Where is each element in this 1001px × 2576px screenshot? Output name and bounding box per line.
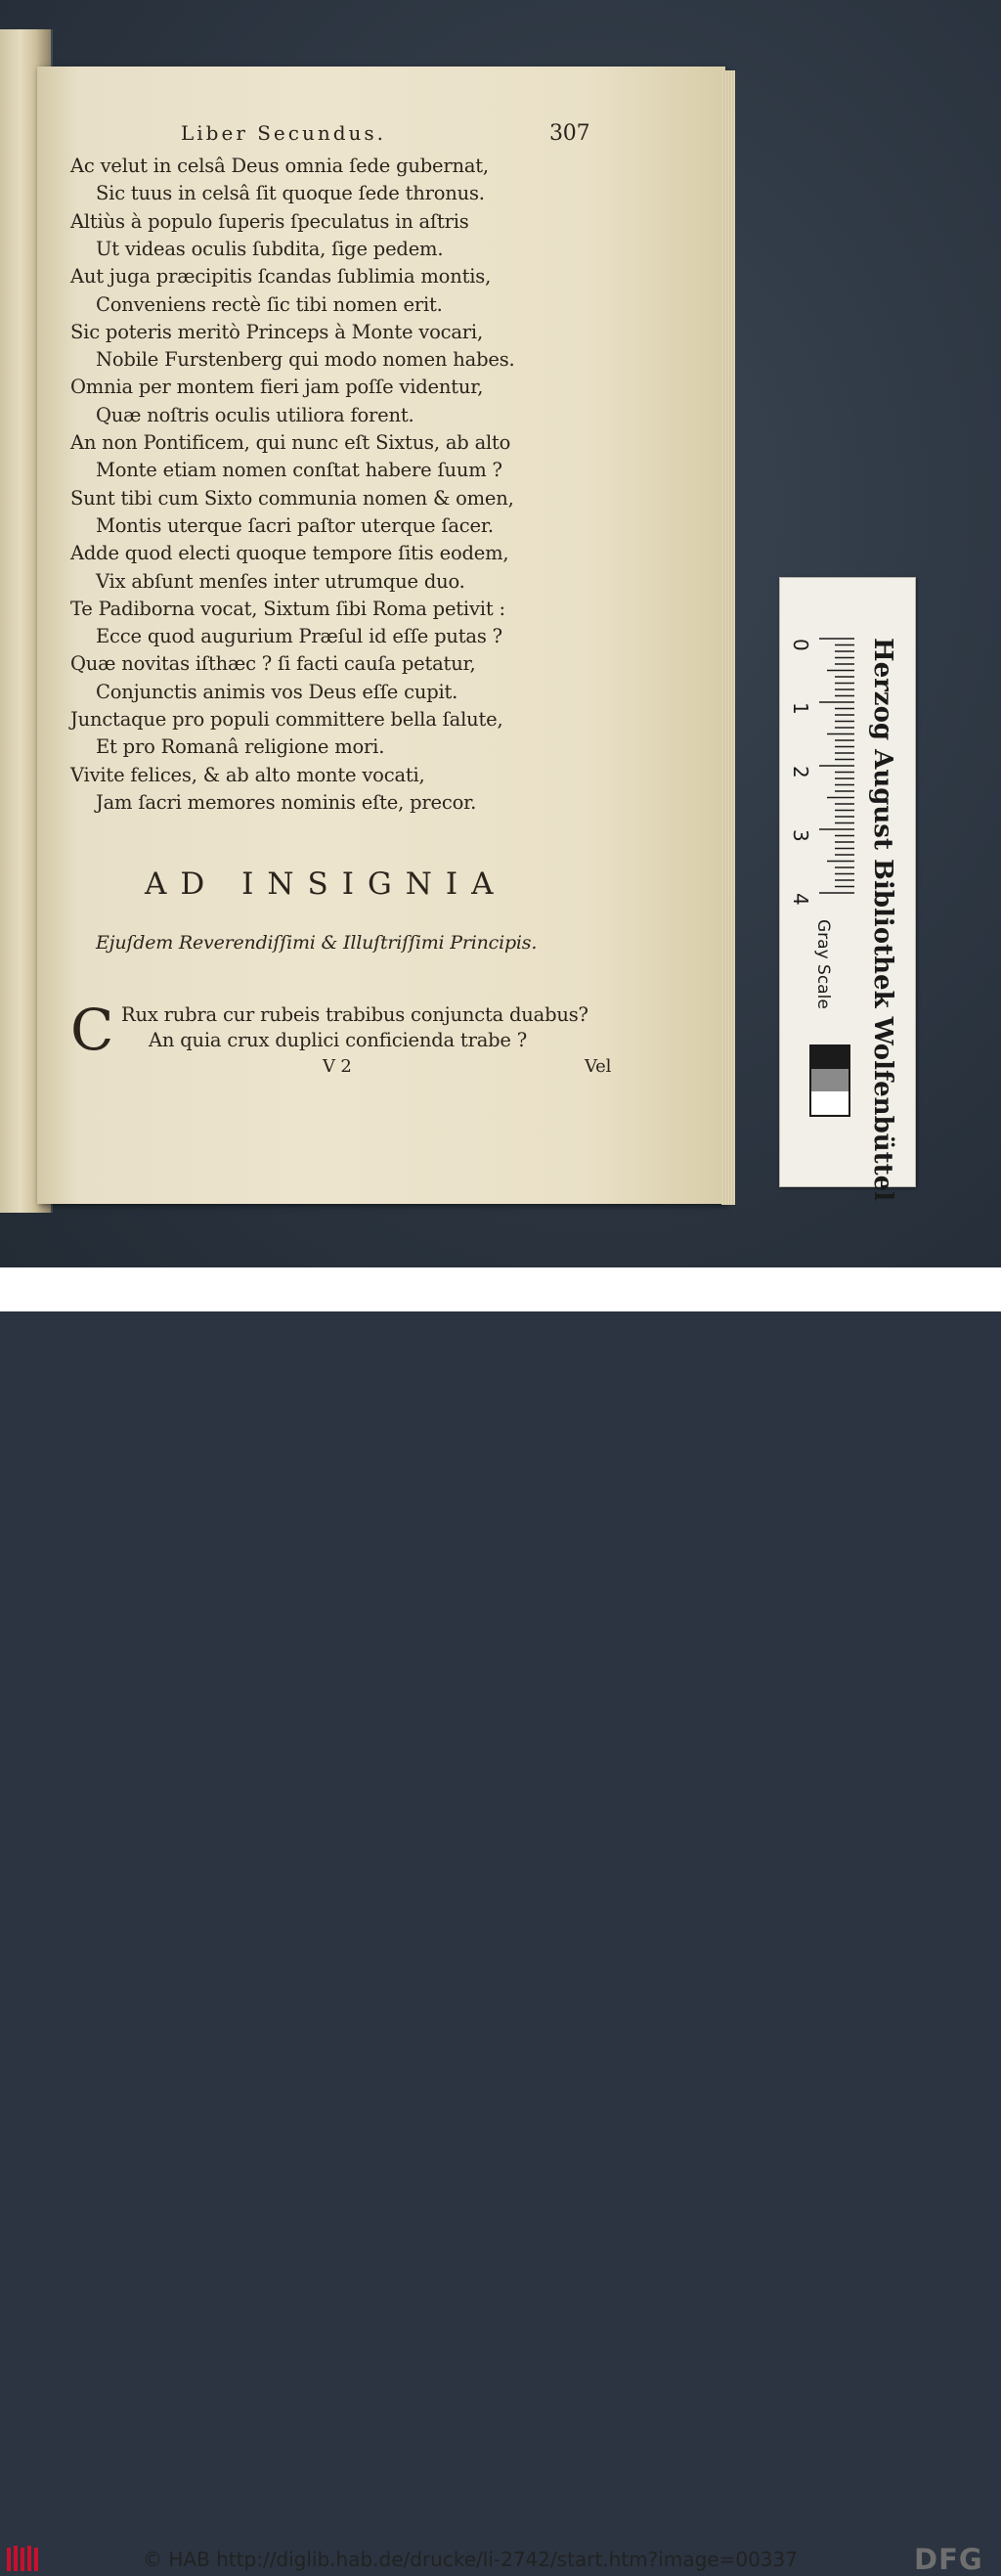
ruler-label bbox=[856, 638, 915, 1202]
page-edges bbox=[721, 70, 735, 1205]
catchword: Vel bbox=[585, 1056, 612, 1077]
verse-line: Monte etiam nomen conſtat habere ſuum ? bbox=[96, 459, 502, 482]
verse-line: Montis uterque ſacri paſtor uterque ſacer. bbox=[96, 513, 494, 537]
copyright-link[interactable]: © HAB http://diglib.hab.de/drucke/li-2742/start.htm?image=00337 bbox=[143, 2548, 798, 2571]
ruler-number: 0 bbox=[789, 639, 812, 651]
gray-swatch bbox=[811, 1091, 849, 1114]
verse-line: Te Padiborna vocat, Sixtum ſibi Roma petivit : bbox=[70, 597, 505, 620]
verse-line: Quæ noſtris oculis utiliora forent. bbox=[96, 403, 414, 426]
ruler-number: 2 bbox=[789, 766, 812, 778]
verse-line: Jam ſacri memores nominis eſte, precor. bbox=[96, 790, 477, 814]
section-subheading: Ejuſdem Reverendiſſimi & Illuſtriſſimi Principis. bbox=[96, 932, 538, 954]
verse-line: Adde quod electi quoque tempore ſitis eodem, bbox=[70, 542, 509, 565]
ruler-number: 1 bbox=[789, 702, 812, 715]
dfg-logo: DFG bbox=[914, 2543, 983, 2576]
running-head: Liber Secundus. bbox=[181, 121, 387, 145]
gray-swatches bbox=[809, 1044, 850, 1117]
drop-capital: C bbox=[70, 997, 114, 1063]
scan-image bbox=[0, 0, 1001, 1267]
verse-line: Ecce quod augurium Præſul id eſſe putas ? bbox=[96, 625, 502, 648]
verse2-line: An quia crux duplici conficienda trabe ? bbox=[149, 1029, 527, 1051]
page-number: 307 bbox=[549, 121, 590, 146]
verse-line: Quæ novitas iſthæc ? ſi facti cauſa petatur, bbox=[70, 652, 476, 676]
verse-line: Nobile Furstenberg qui modo nomen habes. bbox=[96, 348, 515, 372]
verse-line: Vix abſunt menſes inter utrumque duo. bbox=[96, 569, 465, 593]
footer-bar bbox=[0, 1267, 1001, 2576]
gray-scale-label: Gray Scale bbox=[813, 919, 833, 1009]
verse-line: Sunt tibi cum Sixto communia nomen & omen, bbox=[70, 486, 514, 510]
verse-line: An non Pontificem, qui nunc eſt Sixtus, ab alto bbox=[70, 431, 511, 454]
verse-line: Altiùs à populo ſuperis ſpeculatus in aſtris bbox=[70, 209, 469, 233]
verse-line: Vivite felices, & ab alto monte vocati, bbox=[70, 763, 425, 786]
verse-line: Aut juga præcipitis ſcandas ſublimia montis, bbox=[70, 265, 492, 289]
verse-line: Et pro Romanâ religione mori. bbox=[96, 735, 385, 759]
library-name: Herzog August Bibliothek Wolfenbüttel bbox=[868, 638, 897, 1202]
verse-line: Ut videas oculis ſubdita, ſige pedem. bbox=[96, 237, 444, 260]
verse-line: Sic poteris meritò Princeps à Monte vocari, bbox=[70, 320, 483, 343]
signature-mark: V 2 bbox=[323, 1056, 352, 1077]
ruler-number: 3 bbox=[789, 829, 812, 842]
verse-line: Omnia per montem fieri jam poſſe videntur, bbox=[70, 376, 484, 399]
verse-line: Conveniens rectè ſic tibi nomen erit. bbox=[96, 292, 443, 316]
verse-line: Conjunctis animis vos Deus eſſe cupit. bbox=[96, 680, 458, 703]
verse-line: Sic tuus in celsâ ſit quoque ſede thronus. bbox=[96, 182, 485, 205]
gray-swatch bbox=[811, 1046, 849, 1069]
verse2-line: Rux rubra cur rubeis trabibus conjuncta duabus? bbox=[121, 1003, 588, 1026]
verse-line: Junctaque pro populi committere bella ſalute, bbox=[70, 708, 503, 731]
gray-swatch bbox=[811, 1069, 849, 1091]
verse-line: Ac velut in celsâ Deus omnia ſede gubernat, bbox=[70, 155, 489, 177]
hab-logo-icon bbox=[6, 2544, 41, 2573]
section-heading: AD INSIGNIA bbox=[145, 866, 507, 902]
ruler-number: 4 bbox=[789, 893, 812, 906]
